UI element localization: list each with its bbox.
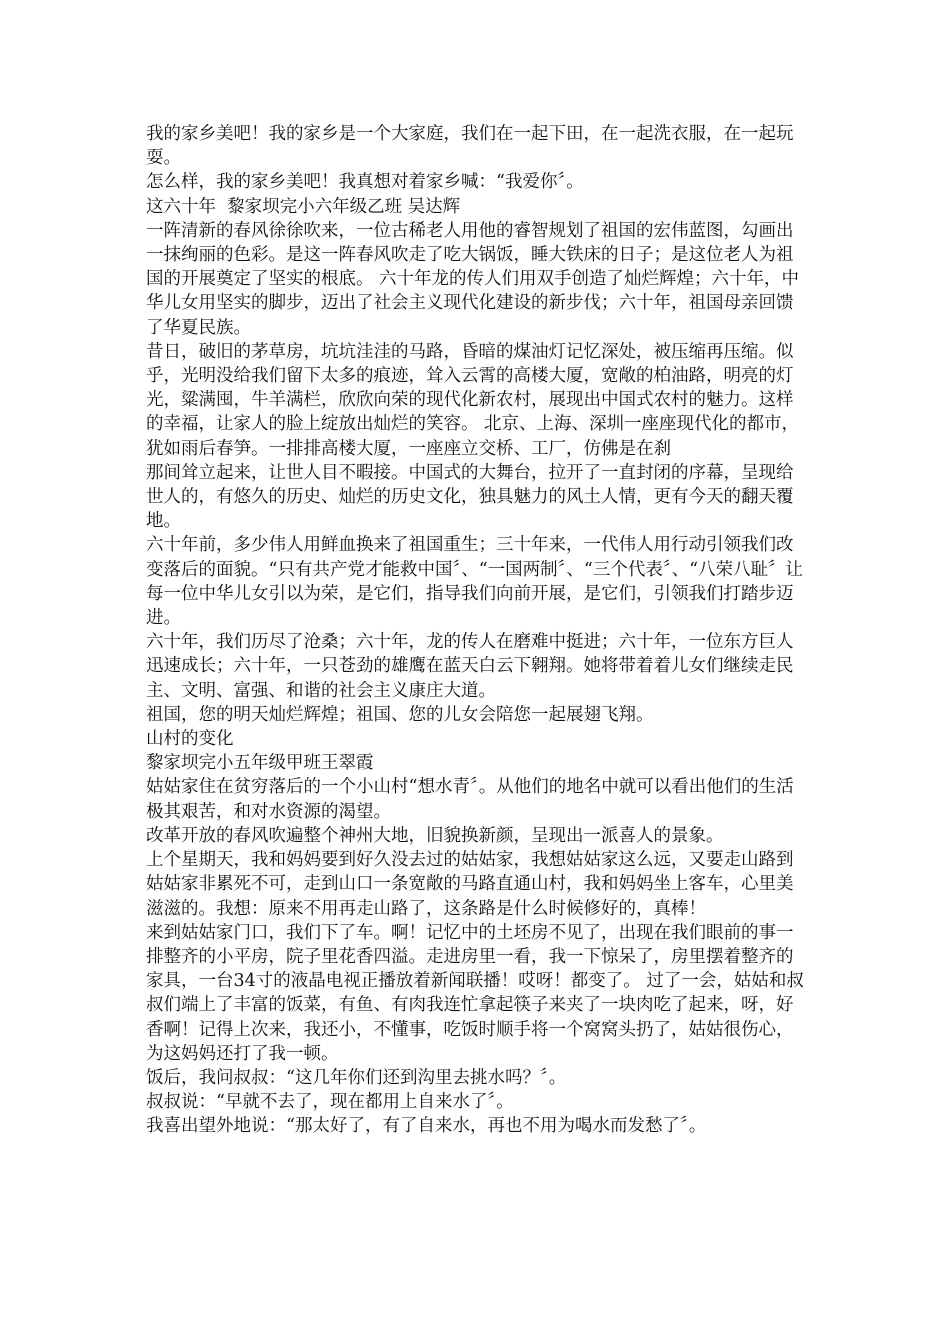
paragraph: 一阵清新的春风徐徐吹来，一位古稀老人用他的睿智规划了祖国的宏伟蓝图，勾画出一抹绚丽的色彩。是这一阵春风吹走了吃大锅饭，睡大铁床的日子；是这位老人为祖国的开展奠定了坚实的根底。 六十年龙的传人们用双手创造了灿烂辉煌；六十年，中华儿女用坚实的脚步，迈出了社会主义现代化建设的新步伐；六十年，祖国母亲回馈了华夏民族。: [146, 220, 800, 338]
paragraph: 改革开放的春风吹遍整个神州大地，旧貌换新颜，呈现出一派喜人的景象。: [146, 825, 724, 846]
paragraph: 叔叔说：“早就不去了，现在都用上自来水了〞。: [146, 1092, 514, 1113]
paragraph: 姑姑家住在贫穷落后的一个小山村“想水青〞。从他们的地名中就可以看出他们的生活极其艰苦，和对水资源的渴望。: [146, 777, 794, 822]
paragraph: 怎么样，我的家乡美吧！我真想对着家乡喊：“我爱你〞。: [146, 172, 584, 193]
essay-title-heading: 这六十年 黎家坝完小六年级乙班 吴达辉: [146, 196, 461, 217]
document-body: [146, 122, 806, 1139]
paragraph: 上个星期天，我和妈妈要到好久没去过的姑姑家，我想姑姑家这么远，又要走山路到姑姑家非累死不可，走到山口一条宽敞的马路直通山村，我和妈妈坐上客车，心里美滋滋的。我想：原来不用再走山路了，这条路是什么时候修好的，真棒！: [146, 850, 794, 919]
paragraph: 那间耸立起来，让世人目不暇接。中国式的大舞台，拉开了一直封闭的序幕，呈现给世人的，有悠久的历史、灿烂的历史文化，独具魅力的风土人情，更有今天的翻天覆地。: [146, 462, 794, 532]
paragraph: 我喜出望外地说：“那太好了，有了自来水，再也不用为喝水而发愁了〞。: [146, 1116, 707, 1137]
paragraph: 我的家乡美吧！我的家乡是一个大家庭，我们在一起下田，在一起洗衣服，在一起玩耍。: [146, 124, 794, 169]
paragraph: 六十年，我们历尽了沧桑；六十年，龙的传人在磨难中挺进；六十年，一位东方巨人迅速成长；六十年，一只苍劲的雄鹰在蓝天白云下翱翔。她将带着着儿女们继续走民主、文明、富强、和谐的社会主义康庄大道。: [146, 632, 794, 701]
paragraph: 六十年前，多少伟人用鲜血换来了祖国重生；三十年来，一代伟人用行动引领我们改变落后的面貌。“只有共产党才能救中国〞、“一国两制〞、“三个代表〞、“八荣八耻〞让每一位中华儿女引以为荣，是它们，指导我们向前开展，是它们，引领我们打踏步迈进。: [146, 535, 804, 629]
paragraph: 来到姑姑家门口，我们下了车。啊！记忆中的土坯房不见了，出现在我们眼前的事一排整齐的小平房，院子里花香四溢。走进房里一看，我一下惊呆了，房里摆着整齐的家具，一台34寸的液晶电视正播放着新闻联播！哎呀！都变了。 过了一会，姑姑和叔叔们端上了丰富的饭菜，有鱼、有肉我连忙拿起筷子来夹了一块肉吃了起来，呀，好香啊！记得上次来，我还小，不懂事，吃饭时顺手将一个窝窝头扔了，姑姑很伤心，为这妈妈还打了我一顿。: [146, 922, 804, 1064]
author-line: 黎家坝完小五年级甲班王翠霞: [146, 753, 374, 774]
paragraph: 祖国，您的明天灿烂辉煌；祖国、您的儿女会陪您一起展翅飞翔。: [146, 704, 654, 725]
essay-title-heading: 山村的变化: [146, 729, 234, 750]
paragraph: 昔日，破旧的茅草房，坑坑洼洼的马路，昏暗的煤油灯记忆深处，被压缩再压缩。似乎，光明没给我们留下太多的痕迹，耸入云霄的高楼大厦，宽敞的柏油路，明亮的灯光，粱满囤，牛羊满栏，欣欣向荣的现代化新农村，展现出中国式农村的魅力。这样的幸福，让家人的脸上绽放出灿烂的笑容。 北京、上海、深圳一座座现代化的都市，犹如雨后春笋。一排排高楼大厦，一座座立交桥、工厂，仿佛是在刹: [146, 341, 800, 459]
paragraph: 饭后，我问叔叔：“这几年你们还到沟里去挑水吗？〞。: [146, 1067, 567, 1088]
